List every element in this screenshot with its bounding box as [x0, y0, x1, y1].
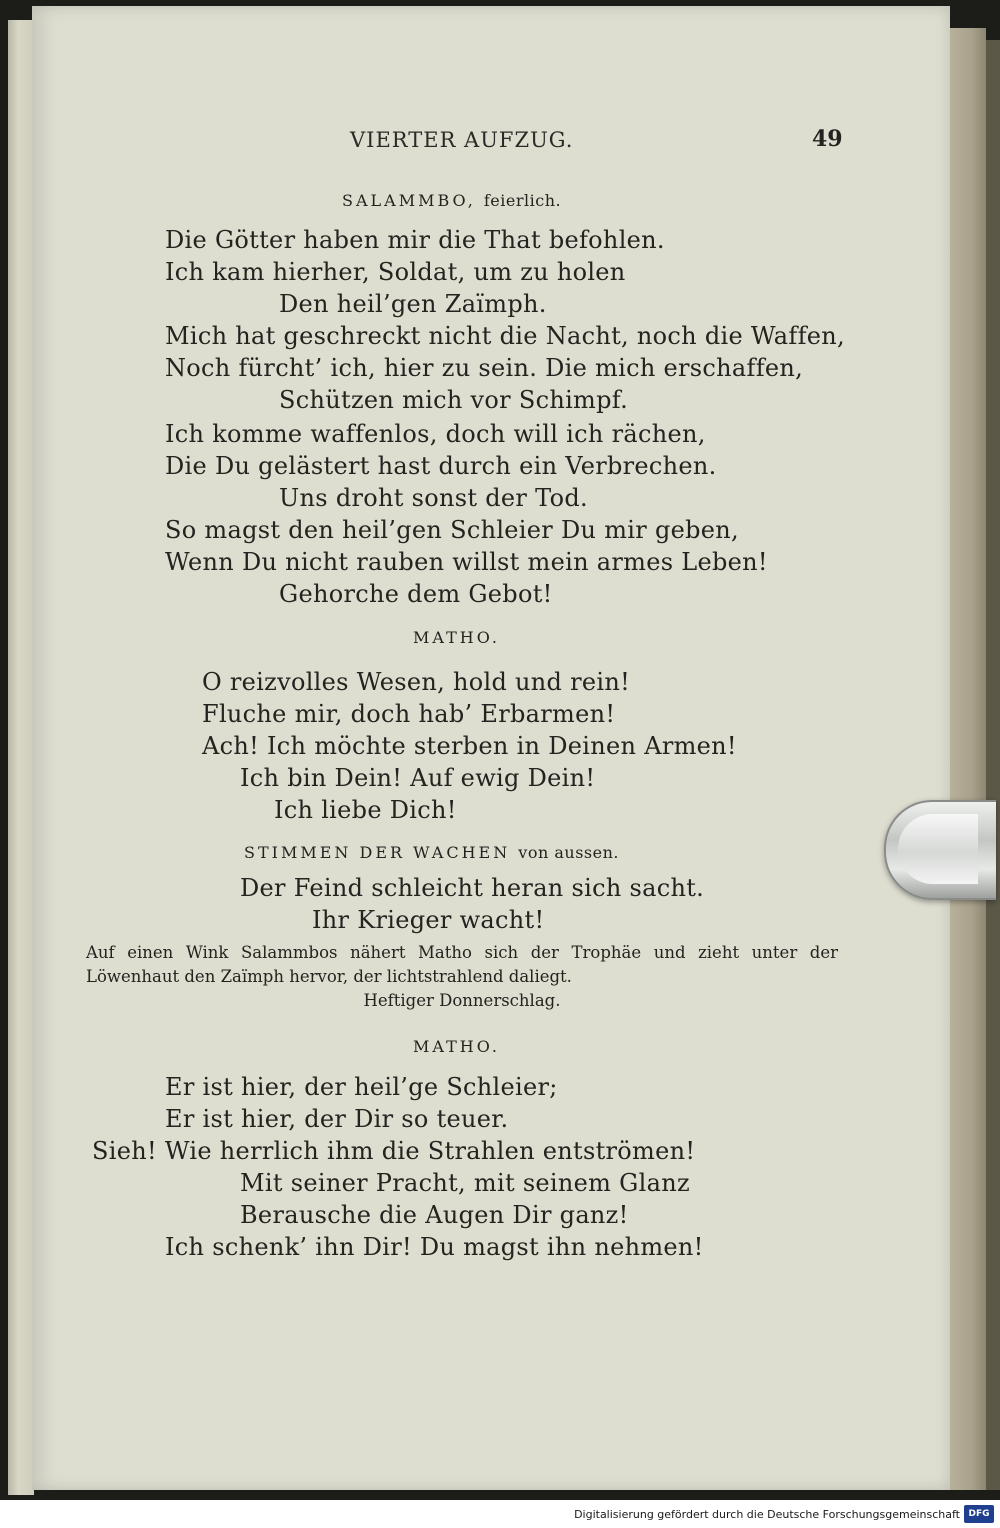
verse-line: Ich schenk’ ihn Dir! Du magst ihn nehmen! [165, 1233, 704, 1261]
verse-line: Berausche die Augen Dir ganz! [240, 1201, 629, 1229]
digitization-footer [0, 1500, 1000, 1528]
verse-line: Fluche mir, doch hab’ Erbarmen! [202, 700, 616, 728]
verse-line: Die Götter haben mir die That befohlen. [165, 226, 665, 254]
verse-line: Er ist hier, der Dir so teuer. [165, 1105, 509, 1133]
speaker-name: STIMMEN DER WACHEN [244, 843, 511, 862]
funding-credit: Digitalisierung gefördert durch die Deutsche Forschungsgemeinschaft [574, 1508, 960, 1521]
speaker-matho: MATHO. [413, 1037, 500, 1056]
speaker-stimmen-der-wachen [244, 845, 619, 861]
verse-line: O reizvolles Wesen, hold und rein! [202, 668, 631, 696]
right-page-edge [950, 28, 986, 1490]
verse-line: Uns droht sonst der Tod. [279, 484, 588, 512]
verse-line: Ach! Ich möchte sterben in Deinen Armen! [202, 732, 737, 760]
verse-line: Den heil’gen Zaïmph. [279, 290, 547, 318]
verse-line: Ich kam hierher, Soldat, um zu holen [165, 258, 626, 286]
verse-line: Die Du gelästert hast durch ein Verbrechen. [165, 452, 717, 480]
verse-line: Noch fürcht’ ich, hier zu sein. Die mich erschaffen, [165, 354, 804, 382]
stage-note: feierlich. [483, 191, 562, 210]
speaker-salammbo [342, 193, 561, 209]
verse-line: Der Feind schleicht heran sich sacht. [240, 874, 705, 902]
verse-line: Ihr Krieger wacht! [312, 906, 545, 934]
verse-line: Mit seiner Pracht, mit seinem Glanz [240, 1169, 690, 1197]
page-number: 49 [812, 126, 843, 152]
verse-line: Schützen mich vor Schimpf. [279, 386, 629, 414]
verse-line: Gehorche dem Gebot! [279, 580, 553, 608]
verse-line: Ich liebe Dich! [274, 796, 457, 824]
stage-direction-line: unter der Löwenhaut den Zaïmph hervor, der lichtstrahlend daliegt. [86, 943, 838, 986]
verse-line: Ich komme waffenlos, doch will ich rächen, [165, 420, 706, 448]
stage-note: von aussen. [518, 843, 619, 862]
dfg-logo-icon: DFG [964, 1505, 994, 1523]
verse-line: So magst den heil’gen Schleier Du mir geben, [165, 516, 739, 544]
speaker-matho: MATHO. [413, 628, 500, 647]
stage-direction [86, 941, 838, 1013]
running-head: VIERTER AUFZUG. [350, 128, 574, 152]
verse-line: Er ist hier, der heil’ge Schleier; [165, 1073, 558, 1101]
verse-line: Sieh! Wie herrlich ihm die Strahlen entströmen! [92, 1137, 696, 1165]
verse-line: Ich bin Dein! Auf ewig Dein! [240, 764, 596, 792]
stage-direction-line: Heftiger Donnerschlag. [363, 991, 561, 1010]
verse-line: Wenn Du nicht rauben willst mein armes Leben! [165, 548, 768, 576]
left-page-edge [8, 20, 34, 1495]
speaker-name: SALAMMBO, [342, 191, 476, 210]
metal-page-clip-icon [884, 800, 996, 900]
stage-direction-line: Auf einen Wink Salammbos nähert Matho sich der Trophäe und zieht [86, 943, 740, 962]
verse-line: Mich hat geschreckt nicht die Nacht, noch die Waffen, [165, 322, 845, 350]
book-cover-edge [986, 40, 1000, 1490]
